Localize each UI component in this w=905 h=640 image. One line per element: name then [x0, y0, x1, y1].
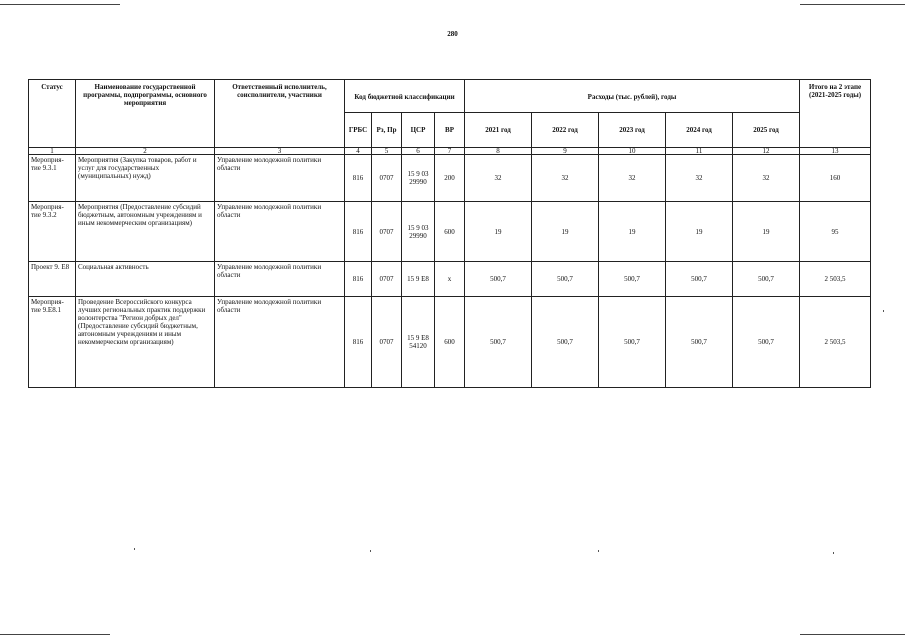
row-name: Мероприятия (Предоставление субсидий бюджетным, автономным учреждениям и иным некоммерческим организациям) [76, 202, 215, 262]
header-vr: ВР [435, 113, 465, 148]
scan-speck [883, 310, 884, 312]
row-grbs: 816 [345, 297, 372, 388]
header-expenses: Расходы (тыс. рублей), годы [465, 80, 800, 113]
row-2024: 500,7 [666, 262, 733, 297]
row-2025: 500,7 [733, 262, 800, 297]
row-2025: 500,7 [733, 297, 800, 388]
row-status: Мероприя-тие 9.Е8.1 [29, 297, 76, 388]
row-responsible: Управление молодежной политики области [215, 297, 345, 388]
column-number: 3 [215, 148, 345, 155]
column-number: 2 [76, 148, 215, 155]
column-number: 9 [532, 148, 599, 155]
row-status: Проект 9. Е8 [29, 262, 76, 297]
row-responsible: Управление молодежной политики области [215, 155, 345, 202]
column-number: 8 [465, 148, 532, 155]
column-number: 4 [345, 148, 372, 155]
header-total: Итого на 2 этапе (2021-2025 годы) [800, 80, 871, 148]
column-number: 1 [29, 148, 76, 155]
row-total: 2 503,5 [800, 262, 871, 297]
row-name: Мероприятия (Закупка товаров, работ и услуг для государственных (муниципальных) нужд) [76, 155, 215, 202]
page-number: 280 [447, 30, 458, 38]
scan-speck [134, 548, 135, 550]
row-2023: 500,7 [599, 297, 666, 388]
header-rzpr: Рз, Пр [372, 113, 402, 148]
header-responsible: Ответственный исполнитель, соисполнители, участники [215, 80, 345, 148]
row-2023: 32 [599, 155, 666, 202]
scan-edge-top-left [0, 4, 120, 5]
row-name: Социальная активность [76, 262, 215, 297]
table-row [29, 155, 871, 202]
row-vr: х [435, 262, 465, 297]
header-2022: 2022 год [532, 113, 599, 148]
row-2024: 19 [666, 202, 733, 262]
budget-table [28, 79, 871, 388]
row-2023: 19 [599, 202, 666, 262]
row-2022: 500,7 [532, 297, 599, 388]
column-number: 13 [800, 148, 871, 155]
column-number: 10 [599, 148, 666, 155]
row-2023: 500,7 [599, 262, 666, 297]
row-csr: 15 9 Е8 54120 [402, 297, 435, 388]
header-2023: 2023 год [599, 113, 666, 148]
row-rzpr: 0707 [372, 155, 402, 202]
column-number: 6 [402, 148, 435, 155]
column-number: 7 [435, 148, 465, 155]
row-vr: 600 [435, 297, 465, 388]
row-status: Мероприя-тие 9.3.2 [29, 202, 76, 262]
row-csr: 15 9 03 29990 [402, 202, 435, 262]
header-budget-code: Код бюджетной классификации [345, 80, 465, 113]
row-csr: 15 9 03 29990 [402, 155, 435, 202]
row-rzpr: 0707 [372, 262, 402, 297]
row-2022: 500,7 [532, 262, 599, 297]
row-grbs: 816 [345, 155, 372, 202]
row-total: 95 [800, 202, 871, 262]
row-2025: 32 [733, 155, 800, 202]
scan-speck [833, 552, 834, 554]
row-total: 2 503,5 [800, 297, 871, 388]
row-responsible: Управление молодежной политики области [215, 262, 345, 297]
row-2021: 19 [465, 202, 532, 262]
header-2024: 2024 год [666, 113, 733, 148]
table-row [29, 262, 871, 297]
row-2024: 32 [666, 155, 733, 202]
header-2021: 2021 год [465, 113, 532, 148]
row-csr: 15 9 Е8 [402, 262, 435, 297]
row-vr: 600 [435, 202, 465, 262]
row-2022: 32 [532, 155, 599, 202]
row-2021: 500,7 [465, 262, 532, 297]
table-row [29, 202, 871, 262]
row-responsible: Управление молодежной политики области [215, 202, 345, 262]
header-csr: ЦСР [402, 113, 435, 148]
row-total: 160 [800, 155, 871, 202]
header-2025: 2025 год [733, 113, 800, 148]
row-grbs: 816 [345, 262, 372, 297]
row-2021: 32 [465, 155, 532, 202]
row-name: Проведение Всероссийского конкурса лучших региональных практик поддержки волонтерства "Регион добрых дел" (Предоставление субсидий бюджетным, автономным учреждениям и иным некоммерческим организациям) [76, 297, 215, 388]
row-2021: 500,7 [465, 297, 532, 388]
scan-edge-bottom-right [800, 634, 905, 635]
header-row-top [29, 80, 871, 113]
row-grbs: 816 [345, 202, 372, 262]
scan-speck [598, 550, 599, 552]
row-rzpr: 0707 [372, 297, 402, 388]
row-rzpr: 0707 [372, 202, 402, 262]
header-name: Наименование государственной программы, подпрограммы, основного мероприятия [76, 80, 215, 148]
scan-edge-top-right [800, 4, 905, 5]
scan-speck [370, 550, 371, 552]
column-number: 11 [666, 148, 733, 155]
column-number-row [29, 148, 871, 155]
column-number: 12 [733, 148, 800, 155]
column-number: 5 [372, 148, 402, 155]
row-status: Мероприя-тие 9.3.1 [29, 155, 76, 202]
header-grbs: ГРБС [345, 113, 372, 148]
table-row [29, 297, 871, 388]
scan-edge-bottom-left [0, 634, 110, 635]
row-2022: 19 [532, 202, 599, 262]
row-2025: 19 [733, 202, 800, 262]
row-2024: 500,7 [666, 297, 733, 388]
row-vr: 200 [435, 155, 465, 202]
header-status: Статус [29, 80, 76, 148]
